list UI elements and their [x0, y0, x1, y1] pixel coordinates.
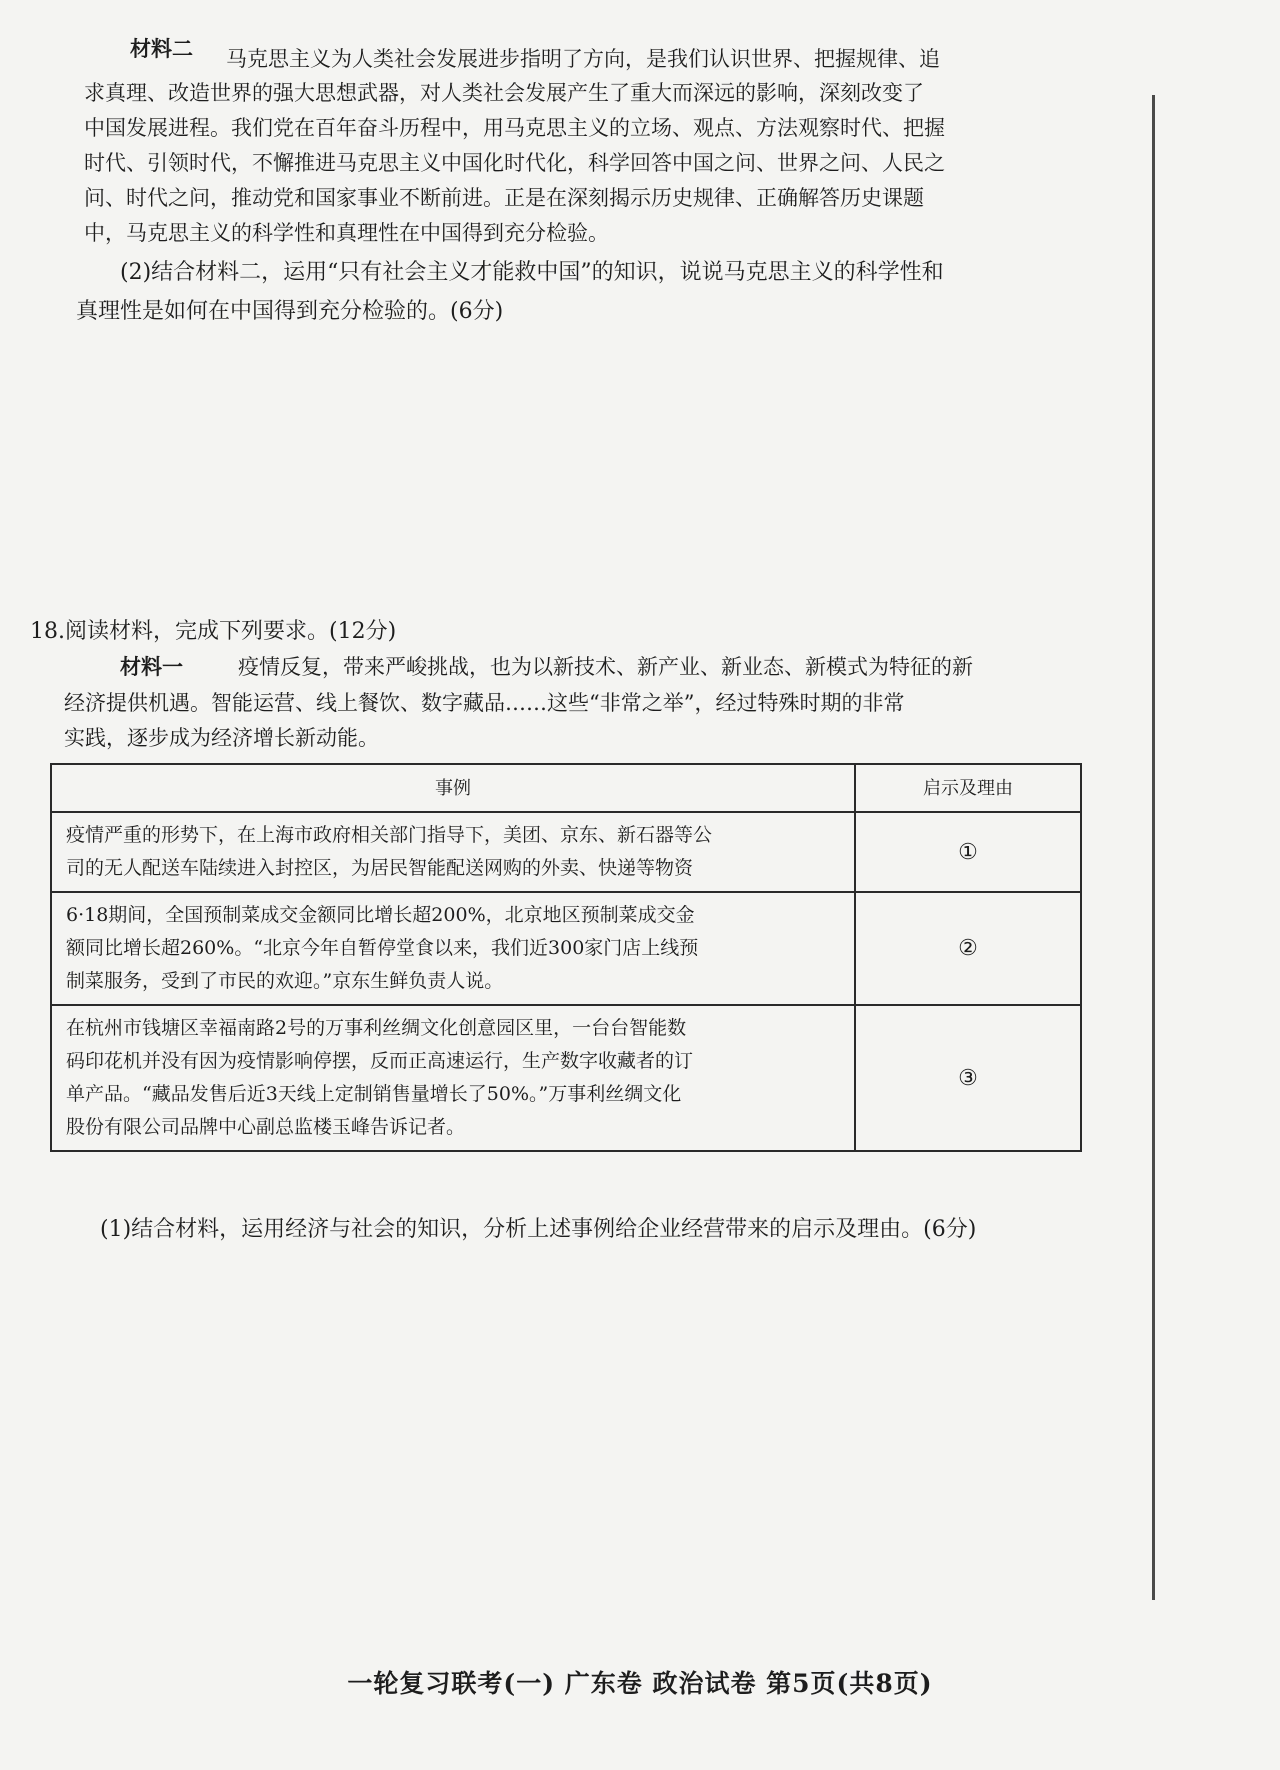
case-cell [51, 1005, 855, 1151]
question-18-1: (1)结合材料，运用经济与社会的知识，分析上述事例给企业经营带来的启示及理由。(6分) [100, 1217, 977, 1242]
page-footer: 一轮复习联考(一) 广东卷 政治试卷 第5页(共8页) [347, 1669, 933, 1698]
question-17-2-line-1: (2)结合材料二，运用“只有社会主义才能救中国”的知识，说说马克思主义的科学性和 [120, 260, 944, 285]
material-1-label: 材料一 [120, 654, 183, 679]
case-line: 在杭州市钱塘区幸福南路2号的万事利丝绸文化创意园区里，一台台智能数 [66, 1017, 687, 1039]
answer-blank-2: ② [855, 892, 1081, 1005]
cases-table [50, 763, 1082, 1152]
case-line: 制菜服务，受到了市民的欢迎。”京东生鲜负责人说。 [66, 970, 504, 992]
case-line: 疫情严重的形势下，在上海市政府相关部门指导下，美团、京东、新石器等公 [66, 824, 713, 846]
material-1-line-1: 疫情反复，带来严峻挑战，也为以新技术、新产业、新业态、新模式为特征的新 [238, 655, 973, 679]
answer-blank-3: ③ [855, 1005, 1081, 1151]
case-cell [51, 812, 855, 892]
answer-blank-1: ① [855, 812, 1081, 892]
question-17-2-line-2: 真理性是如何在中国得到充分检验的。(6分) [76, 299, 504, 324]
case-line: 司的无人配送车陆续进入封控区，为居民智能配送网购的外卖、快递等物资 [66, 857, 694, 879]
material-2-line-3: 中国发展进程。我们党在百年奋斗历程中，用马克思主义的立场、观点、方法观察时代、把握 [84, 116, 945, 140]
page-margin-rule [1152, 95, 1155, 1600]
material-2-line-5: 问、时代之问，推动党和国家事业不断前进。正是在深刻揭示历史规律、正确解答历史课题 [84, 186, 924, 210]
case-line: 股份有限公司品牌中心副总监楼玉峰告诉记者。 [66, 1116, 466, 1138]
case-line: 额同比增长超260%。“北京今年自暂停堂食以来，我们近300家门店上线预 [66, 937, 699, 959]
header-cases: 事例 [51, 764, 855, 812]
question-18-heading: 18.阅读材料，完成下列要求。(12分) [30, 619, 397, 644]
table-row [51, 892, 1081, 1005]
table-header-row [51, 764, 1081, 812]
material-2-label: 材料二 [130, 36, 193, 61]
case-line: 6·18期间，全国预制菜成交金额同比增长超200%，北京地区预制菜成交金 [66, 904, 695, 926]
table-row [51, 1005, 1081, 1151]
table-row [51, 812, 1081, 892]
header-inspiration: 启示及理由 [855, 764, 1081, 812]
material-2-line-6: 中，马克思主义的科学性和真理性在中国得到充分检验。 [84, 221, 609, 245]
material-1-line-2: 经济提供机遇。智能运营、线上餐饮、数字藏品……这些“非常之举”，经过特殊时期的非常 [64, 691, 905, 715]
material-2-line-4: 时代、引领时代，不懈推进马克思主义中国化时代化，科学回答中国之问、世界之问、人民之 [84, 151, 945, 175]
material-1-line-3: 实践，逐步成为经济增长新动能。 [64, 726, 379, 750]
case-cell [51, 892, 855, 1005]
material-2-line-1: 马克思主义为人类社会发展进步指明了方向，是我们认识世界、把握规律、追 [226, 47, 940, 71]
case-line: 单产品。“藏品发售后近3天线上定制销售量增长了50%。”万事利丝绸文化 [66, 1083, 682, 1105]
material-2-line-2: 求真理、改造世界的强大思想武器，对人类社会发展产生了重大而深远的影响，深刻改变了 [84, 81, 924, 105]
case-line: 码印花机并没有因为疫情影响停摆，反而正高速运行，生产数字收藏者的订 [66, 1050, 694, 1072]
